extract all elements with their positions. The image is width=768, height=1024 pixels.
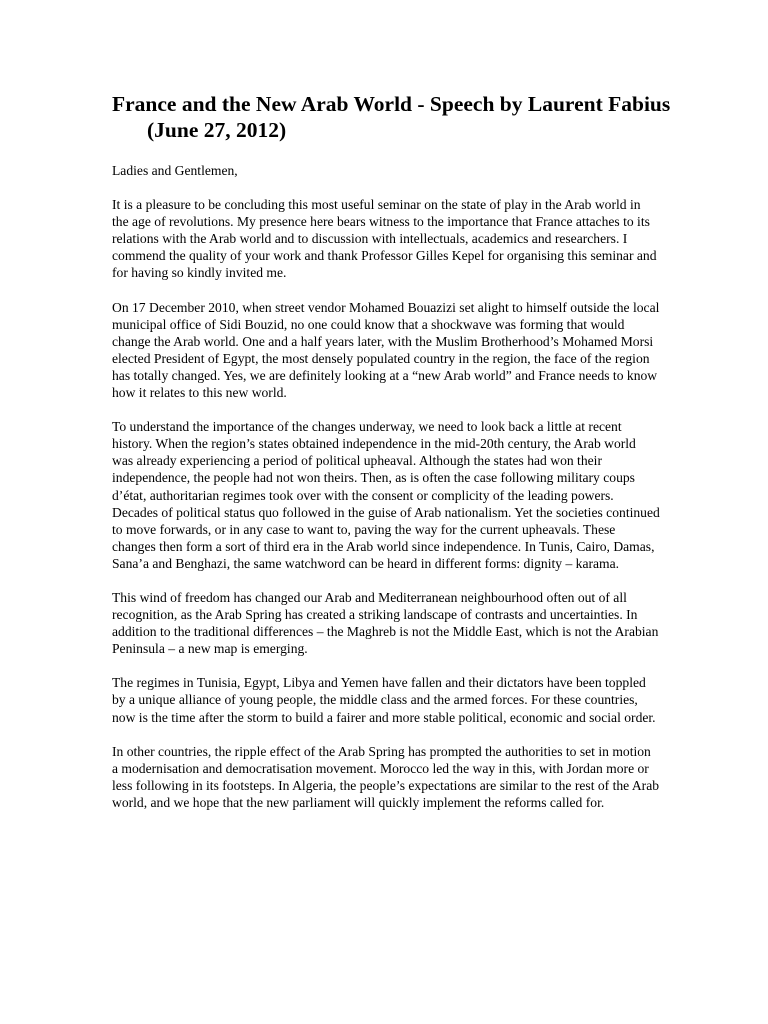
body-paragraph: On 17 December 2010, when street vendor Mohamed Bouazizi set alight to himself outside the local municipal office of Sidi Bouzid, no one could know that a shockwave was forming that would change the Arab world. One and a half years later, with the Muslim Brotherhood’s Mohamed Morsi elected President of Egypt, the most densely populated country in the region, the face of the region has totally changed. Yes, we are definitely looking at a “new Arab world” and France needs to know how it relates to this new world. bbox=[112, 299, 660, 401]
body-paragraph: It is a pleasure to be concluding this most useful seminar on the state of play in the Arab world in the age of revolutions. My presence here bears witness to the importance that France attaches to its relations with the Arab world and to discussion with intellectuals, academics and researchers. I commend the quality of your work and thank Professor Gilles Kepel for organising this seminar and for having so kindly invited me. bbox=[112, 197, 657, 281]
body-paragraph: This wind of freedom has changed our Arab and Mediterranean neighbourhood often out of all recognition, as the Arab Spring has created a striking landscape of contrasts and uncertainties. In addition to the traditional differences – the Maghreb is not the Middle East, which is not the Arabian Peninsula – a new map is emerging. bbox=[112, 589, 659, 657]
document-title: France and the New Arab World - Speech by Laurent Fabius (June 27, 2012) bbox=[112, 92, 671, 142]
body-paragraph: To understand the importance of the changes underway, we need to look back a little at recent history. When the region’s states obtained independence in the mid-20th century, the Arab world was already experiencing a period of political upheaval. Although the states had won their independence, the people had not won theirs. Then, as is often the case following military coups d’état, authoritarian regimes took over with the consent or complicity of the leading powers. Decades of political status quo followed in the guise of Arab nationalism. Yet the societies continued to move forwards, or in any case to want to, paving the way for the current upheavals. These changes then form a sort of third era in the Arab world since independence. In Tunis, Cairo, Damas, Sana’a and Benghazi, the same watchword can be heard in different forms: dignity – karama. bbox=[112, 419, 660, 571]
document-body bbox=[112, 162, 660, 828]
body-paragraph: In other countries, the ripple effect of the Arab Spring has prompted the authorities to set in motion a modernisation and democratisation movement. Morocco led the way in this, with Jordan more or less following in its footsteps. In Algeria, the people’s expectations are similar to the rest of the Arab world, and we hope that the new parliament will quickly implement the reforms called for. bbox=[112, 743, 660, 810]
body-paragraph: The regimes in Tunisia, Egypt, Libya and Yemen have fallen and their dictators have been toppled by a unique alliance of young people, the middle class and the armed forces. For these countries, now is the time after the storm to build a fairer and more stable political, economic and social order. bbox=[112, 675, 656, 725]
salutation-paragraph: Ladies and Gentlemen, bbox=[112, 163, 238, 178]
